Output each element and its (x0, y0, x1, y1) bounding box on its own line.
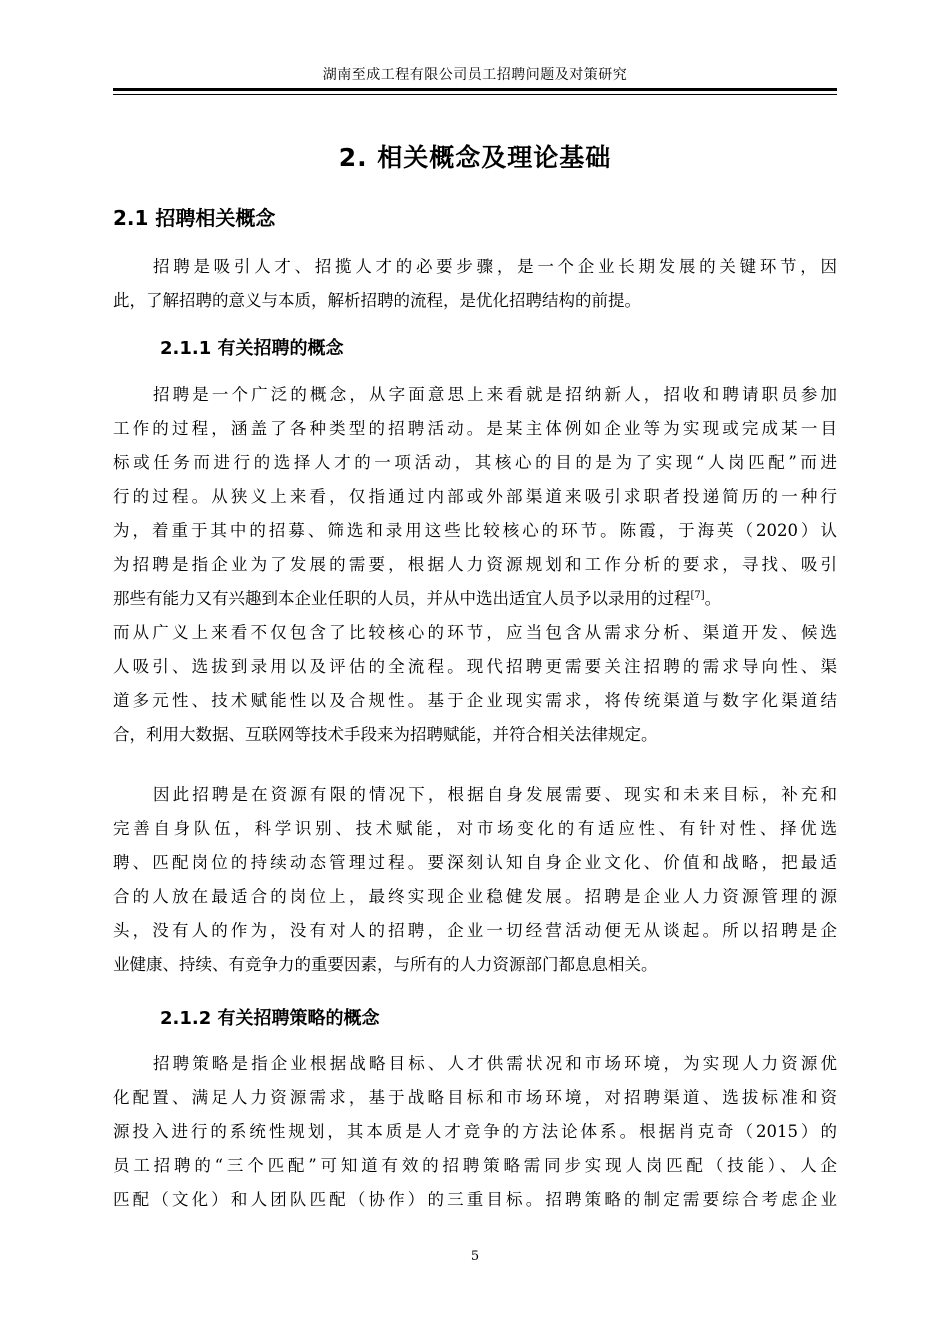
text-line-with-citation (113, 582, 837, 616)
page-number: 5 (470, 1249, 480, 1264)
header-rule-thin (113, 94, 837, 95)
text-line: 匹配（文化）和人团队匹配（协作）的三重目标。招聘策略的制定需要综合考虑企业 (113, 1190, 837, 1209)
text-line: 招聘是一个广泛的概念，从字面意思上来看就是招纳新人，招收和聘请职员参加 (153, 385, 837, 404)
text-line: 因此招聘是在资源有限的情况下，根据自身发展需要、现实和未来目标，补充和 (153, 785, 837, 804)
section-2-1-2-heading: 2.1.2 有关招聘策略的概念 (160, 1008, 380, 1029)
text-line: 合，利用大数据、互联网等技术手段来为招聘赋能，并符合相关法律规定。 (113, 725, 658, 744)
text-line: 而从广义上来看不仅包含了比较核心的环节，应当包含从需求分析、渠道开发、候选 (113, 623, 837, 642)
text-line: 行的过程。从狭义上来看，仅指通过内部或外部渠道来吸引求职者投递简历的一种行 (113, 487, 837, 506)
text-line: 合的人放在最适合的岗位上，最终实现企业稳健发展。招聘是企业人力资源管理的源 (113, 887, 837, 906)
text-line: 道多元性、技术赋能性以及合规性。基于企业现实需求，将传统渠道与数字化渠道结 (113, 691, 837, 710)
section-2-1-1-paragraph-2 (113, 778, 837, 982)
text-line: 此，了解招聘的意义与本质，解析招聘的流程，是优化招聘结构的前提。 (113, 291, 641, 310)
chapter-title: 2. 相关概念及理论基础 (338, 143, 612, 172)
text-line: 源投入进行的系统性规划，其本质是人才竞争的方法论体系。根据肖克奇（2015）的 (113, 1122, 837, 1141)
running-header: 湖南至成工程有限公司员工招聘问题及对策研究 (322, 67, 628, 83)
section-2-1-heading: 2.1 招聘相关概念 (113, 206, 276, 230)
text-line: 头，没有人的作为，没有对人的招聘，企业一切经营活动便无从谈起。所以招聘是企 (113, 921, 837, 940)
text-line: 招聘是吸引人才、招揽人才的必要步骤，是一个企业长期发展的关键环节，因 (153, 257, 837, 276)
text-line: 人吸引、选拔到录用以及评估的全流程。现代招聘更需要关注招聘的需求导向性、渠 (113, 657, 837, 676)
text-line: 为招聘是指企业为了发展的需要，根据人力资源规划和工作分析的要求，寻找、吸引 (113, 555, 837, 574)
text-line: 业健康、持续、有竞争力的重要因素，与所有的人力资源部门都息息相关。 (113, 955, 658, 974)
text-line: 员工招聘的“三个匹配”可知道有效的招聘策略需同步实现人岗匹配（技能）、人企 (113, 1156, 837, 1175)
text-line: 工作的过程，涵盖了各种类型的招聘活动。是某主体例如企业等为实现或完成某一目 (113, 419, 837, 438)
text-segment: 。 (704, 589, 722, 608)
text-line: 化配置、满足人力资源需求，基于战略目标和市场环境，对招聘渠道、选拔标准和资 (113, 1088, 837, 1107)
section-2-1-paragraph (113, 250, 837, 318)
section-2-1-2-paragraph (113, 1047, 837, 1217)
text-line: 标或任务而进行的选择人才的一项活动，其核心的目的是为了实现“人岗匹配”而进 (113, 453, 837, 472)
text-line: 完善自身队伍，科学识别、技术赋能，对市场变化的有适应性、有针对性、择优选 (113, 819, 837, 838)
header-rule-thick (113, 88, 837, 91)
section-2-1-1-heading: 2.1.1 有关招聘的概念 (160, 338, 344, 359)
text-line: 为，着重于其中的招募、筛选和录用这些比较核心的环节。陈霞，于海英（2020）认 (113, 521, 837, 540)
section-2-1-1-paragraph-1 (113, 378, 837, 752)
citation-reference[interactable]: [7] (690, 590, 705, 601)
text-line: 聘、匹配岗位的持续动态管理过程。要深刻认知自身企业文化、价值和战略，把最适 (113, 853, 837, 872)
text-segment: 那些有能力又有兴趣到本企业任职的人员，并从中选出适宜人员予以录用的过程 (113, 589, 691, 608)
text-line: 招聘策略是指企业根据战略目标、人才供需状况和市场环境，为实现人力资源优 (153, 1054, 837, 1073)
